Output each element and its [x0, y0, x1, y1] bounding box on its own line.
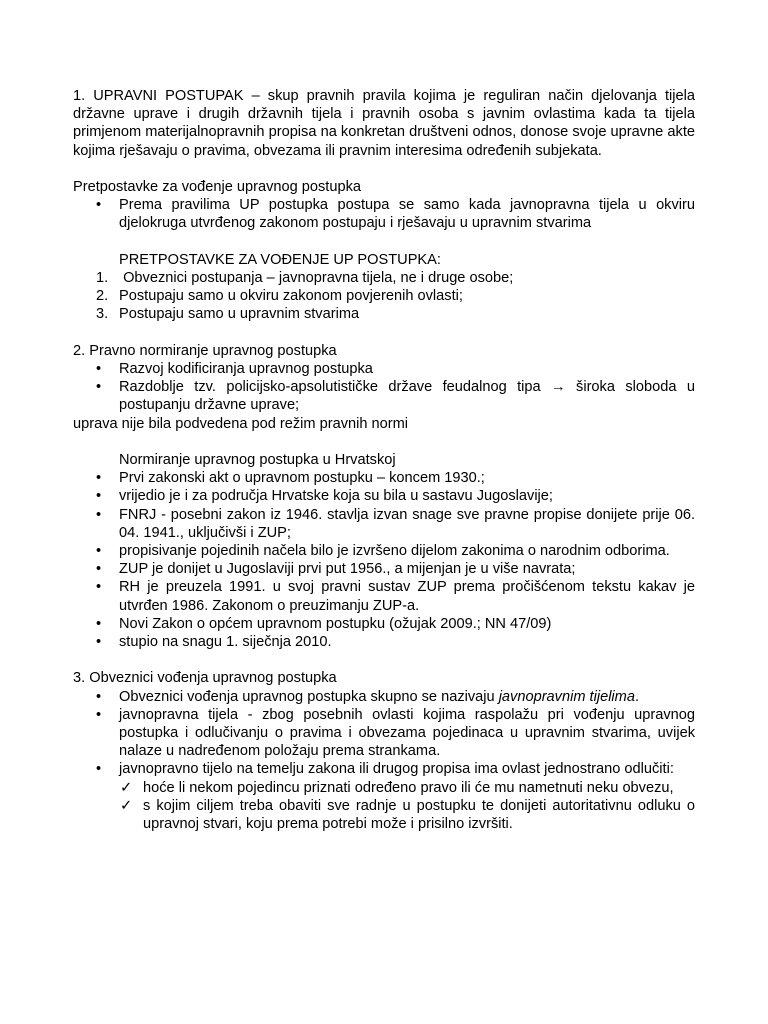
list-item-text: stupio na snagu 1. siječnja 2010. [119, 634, 332, 651]
list-item [73, 269, 695, 287]
list-item-text-suffix: . [634, 688, 640, 705]
list-item [73, 560, 695, 578]
bullet-icon: • [96, 197, 102, 214]
list-item [73, 287, 695, 305]
list-item [73, 578, 695, 614]
list-item-text: javnopravna tijela - zbog posebnih ovlasti kojima raspolažu pri vođenju upravnog postupka i odlučivanju o pravima i obvezama pojedinaca u upravnim stvarima, uvijek nalaze u nadređenom položaju prema strankama. [119, 706, 695, 760]
bullet-icon: • [96, 634, 102, 651]
list-item [73, 360, 695, 378]
list-item [73, 378, 695, 414]
list-item-text: Prema pravilima UP postupka postupa se samo kada javnopravna tijela u okviru djelokruga utvrđenog zakonom postupaju i rješavaju u upravnim stvarima [119, 197, 695, 232]
list-item [73, 760, 695, 778]
list-item-text: Obveznici postupanja – javnopravna tijela, ne i druge osobe; [119, 270, 514, 286]
section2-bullet-list [73, 360, 695, 415]
spacer [73, 233, 695, 251]
pretpostavke-bullet-list [73, 196, 695, 232]
pretpostavke-heading: Pretpostavke za vođenje upravnog postupka [73, 179, 362, 195]
list-item-text: Postupaju samo u okviru zakonom povjerenih ovlasti; [119, 288, 463, 305]
bullet-icon: • [96, 688, 102, 705]
list-item [73, 615, 695, 633]
bullet-icon: • [96, 615, 102, 632]
list-item-text: vrijedio je i za područja Hrvatske koja su bila u sastavu Jugoslavije; [119, 488, 553, 505]
spacer [73, 160, 695, 178]
checkmark-icon: ✓ [120, 779, 133, 796]
list-item-text: s kojim ciljem treba obaviti sve radnje u postupku te donijeti autoritativnu odluku o upravnoj stvari, koju prema potrebi može i prisilno izvršiti. [143, 797, 695, 833]
hrvatska-bullet-list [73, 469, 695, 651]
bullet-icon: • [96, 561, 102, 578]
list-item-text: hoće li nekom pojedincu priznati određeno pravo ili će mu nametnuti neku obvezu, [143, 779, 674, 796]
italic-term: javnopravnim tijelima [498, 688, 635, 705]
list-number: 2. [96, 288, 109, 305]
list-item-text: propisivanje pojedinih načela bilo je izvršeno dijelom zakonima o narodnim odborima. [119, 543, 670, 560]
list-item-text: Postupaju samo u upravnim stvarima [119, 306, 360, 323]
list-item-text: javnopravno tijelo na temelju zakona ili drugog propisa ima ovlast jednostrano odlučiti: [119, 761, 674, 778]
check-list-item [73, 779, 695, 797]
list-item-text: Razvoj kodificiranja upravnog postupka [119, 361, 373, 377]
spacer [73, 651, 695, 669]
list-item [73, 633, 695, 651]
pretpostavke-numbered-list [73, 269, 695, 324]
list-number: 3. [96, 306, 109, 323]
list-item-text-prefix: Obveznici vođenja upravnog postupka skupno se nazivaju [119, 688, 499, 705]
pretpostavke-caps-heading: PRETPOSTAVKE ZA VOĐENJE UP POSTUPKA: [119, 251, 441, 268]
hrvatska-heading: Normiranje upravnog postupka u Hrvatskoj [119, 452, 396, 468]
list-item [73, 469, 695, 487]
spacer [73, 433, 695, 451]
section2-note: uprava nije bila podvedena pod režim pravnih normi [73, 415, 409, 432]
bullet-icon: • [96, 706, 102, 723]
spacer [73, 324, 695, 342]
list-item-text: RH je preuzela 1991. u svoj pravni sustav ZUP prema pročišćenom tekstu kakav je utvrđen 1986. Zakonom o preuzimanju ZUP-a. [119, 579, 695, 614]
list-number: 1. [96, 270, 109, 286]
intro-paragraph: 1. UPRAVNI POSTUPAK – skup pravnih pravila kojima je reguliran način djelovanja tijela državne uprave i drugih državnih tijela i pravnih osoba s javnim ovlastima kada ta tijela primjenom materijalnopravnih propisa na konkretan društveni odnos, donose svoje upravne akte kojima rješavaju o pravima, obvezama ili pravnim interesima određenih subjekata. [73, 88, 695, 159]
list-item [73, 706, 695, 761]
bullet-icon: • [96, 761, 102, 778]
list-item-text: Novi Zakon o općem upravnom postupku (ožujak 2009.; NN 47/09) [119, 615, 552, 632]
list-item [73, 688, 695, 706]
section2-heading: 2. Pravno normiranje upravnog postupka [73, 342, 337, 359]
list-item-text: Razdoblje tzv. policijsko-apsolutističke države feudalnog tipa → široka sloboda u postupanju državne uprave; [119, 379, 695, 414]
bullet-icon: • [96, 379, 102, 396]
bullet-icon: • [96, 543, 102, 560]
list-item [73, 506, 695, 542]
list-item-text [119, 689, 639, 705]
list-item [73, 487, 695, 505]
bullet-icon: • [96, 470, 102, 487]
list-item [73, 542, 695, 560]
section3-bullet-list [73, 688, 695, 834]
list-item-text: FNRJ - posebni zakon iz 1946. stavlja izvan snage sve pravne propise donijete prije 06. 04. 1941., uključivši i ZUP; [119, 506, 695, 541]
list-item-text: Prvi zakonski akt o upravnom postupku – koncem 1930.; [119, 470, 485, 487]
bullet-icon: • [96, 506, 102, 523]
list-item [73, 305, 695, 323]
bullet-icon: • [96, 361, 102, 377]
list-item-text: ZUP je donijet u Jugoslaviji prvi put 1956., a mijenjan je u više navrata; [119, 561, 576, 578]
checkmark-icon: ✓ [120, 797, 133, 814]
bullet-icon: • [96, 579, 102, 596]
check-list-item [73, 797, 695, 833]
bullet-icon: • [96, 488, 102, 505]
section3-heading: 3. Obveznici vođenja upravnog postupka [73, 670, 337, 687]
list-item [73, 196, 695, 232]
